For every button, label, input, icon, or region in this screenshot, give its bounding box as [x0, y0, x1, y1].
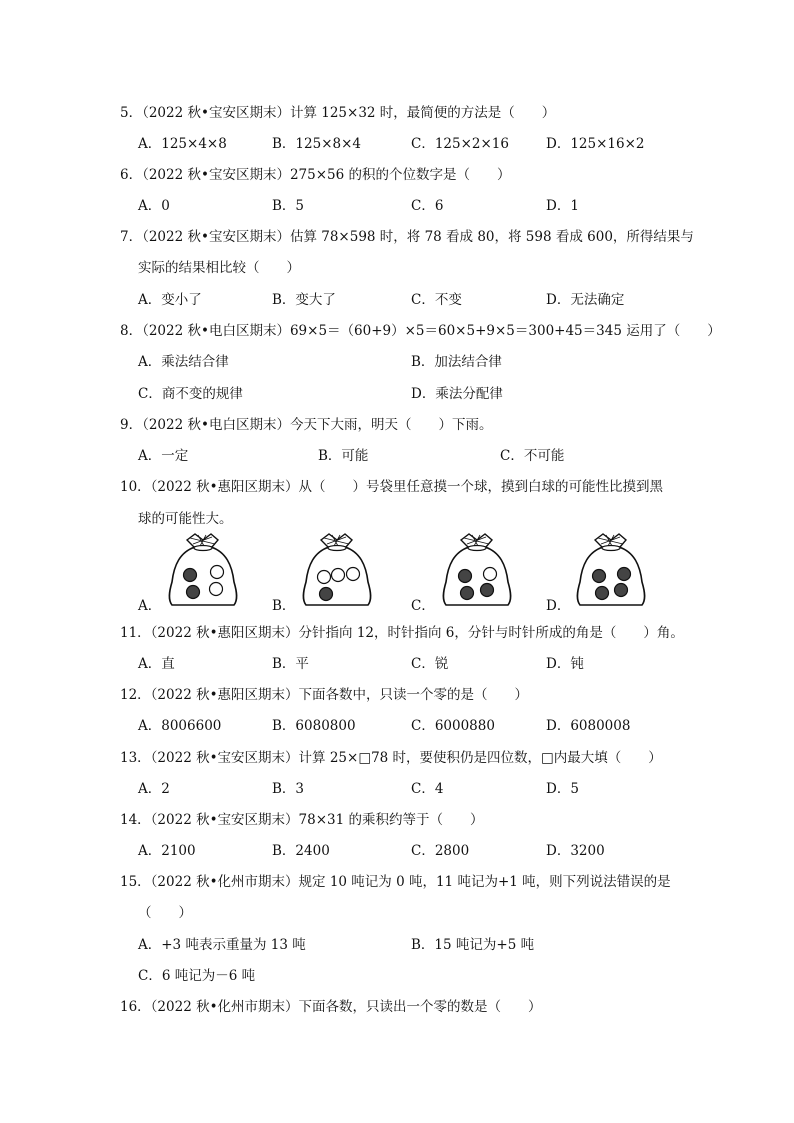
question-8-option-d[interactable]: D．乘法分配律	[411, 386, 503, 402]
question-7-option-d[interactable]: D．无法确定	[546, 292, 625, 308]
question-10-stem: 10．（2022 秋•惠阳区期末）从（ ）号袋里任意摸一个球，摸到白球的可能性比摸到黑	[120, 479, 664, 495]
question-10-option-b[interactable]: B．	[272, 598, 296, 614]
question-7-option-b[interactable]: B．变大了	[272, 292, 336, 308]
question-9-option-b[interactable]: B．可能	[318, 448, 369, 464]
question-9-option-c[interactable]: C．不可能	[500, 448, 565, 464]
question-11-stem: 11．（2022 秋•惠阳区期末）分针指向 12，时针指向 6，分针与时针所成的角是（ ）角。	[120, 625, 684, 641]
question-14-option-b[interactable]: B．2400	[272, 843, 330, 859]
question-15-stem-continued: （ ）	[138, 905, 192, 921]
question-15-option-c[interactable]: C．6 吨记为－6 吨	[138, 968, 256, 984]
question-15-stem: 15．（2022 秋•化州市期末）规定 10 吨记为 0 吨，11 吨记为+1 吨，则下列说法错误的是	[120, 874, 671, 890]
question-12-option-d[interactable]: D．6080008	[546, 718, 631, 734]
question-13-option-d[interactable]: D．5	[546, 781, 579, 797]
question-7-option-a[interactable]: A．变小了	[138, 292, 202, 308]
question-12-option-b[interactable]: B．6080800	[272, 718, 356, 734]
question-5-option-c[interactable]: C．125×2×16	[411, 136, 509, 152]
question-8-stem: 8．（2022 秋•电白区期末）69×5＝（60+9）×5＝60×5+9×5＝300+45＝345 运用了（ ）	[120, 323, 721, 339]
question-12-option-a[interactable]: A．8006600	[138, 718, 222, 734]
question-11-option-b[interactable]: B．平	[272, 656, 309, 672]
bag-d-image	[568, 530, 656, 610]
question-10-option-a[interactable]: A．	[138, 598, 162, 614]
question-14-option-a[interactable]: A．2100	[138, 843, 196, 859]
bag-a-image	[160, 530, 248, 610]
question-10-option-c[interactable]: C．	[411, 598, 435, 614]
question-8-option-a[interactable]: A．乘法结合律	[138, 354, 229, 370]
question-7-option-c[interactable]: C．不变	[411, 292, 462, 308]
question-10-stem-continued: 球的可能性大。	[138, 511, 233, 527]
question-5-option-a[interactable]: A．125×4×8	[138, 136, 227, 152]
question-13-stem: 13．（2022 秋•宝安区期末）计算 25×□78 时，要使积仍是四位数，□内最大填（ ）	[120, 750, 662, 766]
bags-figure	[0, 530, 794, 615]
question-5-option-d[interactable]: D．125×16×2	[546, 136, 645, 152]
question-15-option-b[interactable]: B．15 吨记为+5 吨	[411, 937, 535, 953]
question-6-option-c[interactable]: C．6	[411, 198, 444, 214]
bag-b-image	[294, 530, 382, 610]
question-12-option-c[interactable]: C．6000880	[411, 718, 495, 734]
question-5-stem: 5．（2022 秋•宝安区期末）计算 125×32 时，最简便的方法是（ ）	[120, 105, 556, 121]
question-13-option-a[interactable]: A．2	[138, 781, 170, 797]
question-7-stem-continued: 实际的结果相比较（ ）	[138, 260, 300, 276]
question-13-option-b[interactable]: B．3	[272, 781, 305, 797]
question-14-option-c[interactable]: C．2800	[411, 843, 470, 859]
question-8-option-c[interactable]: C．商不变的规律	[138, 386, 243, 402]
question-11-option-a[interactable]: A．直	[138, 656, 175, 672]
question-11-option-c[interactable]: C．锐	[411, 656, 449, 672]
question-11-option-d[interactable]: D．钝	[546, 656, 584, 672]
question-9-option-a[interactable]: A．一定	[138, 448, 189, 464]
question-14-option-d[interactable]: D．3200	[546, 843, 605, 859]
question-13-option-c[interactable]: C．4	[411, 781, 444, 797]
question-15-option-a[interactable]: A．+3 吨表示重量为 13 吨	[138, 937, 306, 953]
question-10-option-d[interactable]: D．	[546, 598, 571, 614]
question-6-option-a[interactable]: A．0	[138, 198, 170, 214]
question-9-stem: 9．（2022 秋•电白区期末）今天下大雨，明天（ ）下雨。	[120, 417, 493, 433]
question-8-option-b[interactable]: B．加法结合律	[411, 354, 502, 370]
question-12-stem: 12．（2022 秋•惠阳区期末）下面各数中，只读一个零的是（ ）	[120, 687, 529, 703]
question-6-option-d[interactable]: D．1	[546, 198, 579, 214]
bag-c-image	[434, 530, 522, 610]
question-5-option-b[interactable]: B．125×8×4	[272, 136, 361, 152]
question-16-stem: 16．（2022 秋•化州市期末）下面各数，只读出一个零的数是（ ）	[120, 999, 542, 1015]
question-14-stem: 14．（2022 秋•宝安区期末）78×31 的乘积约等于（ ）	[120, 812, 484, 828]
question-7-stem: 7．（2022 秋•宝安区期末）估算 78×598 时，将 78 看成 80，将 598 看成 600，所得结果与	[120, 229, 694, 245]
question-6-stem: 6．（2022 秋•宝安区期末）275×56 的积的个位数字是（ ）	[120, 167, 511, 183]
question-6-option-b[interactable]: B．5	[272, 198, 305, 214]
